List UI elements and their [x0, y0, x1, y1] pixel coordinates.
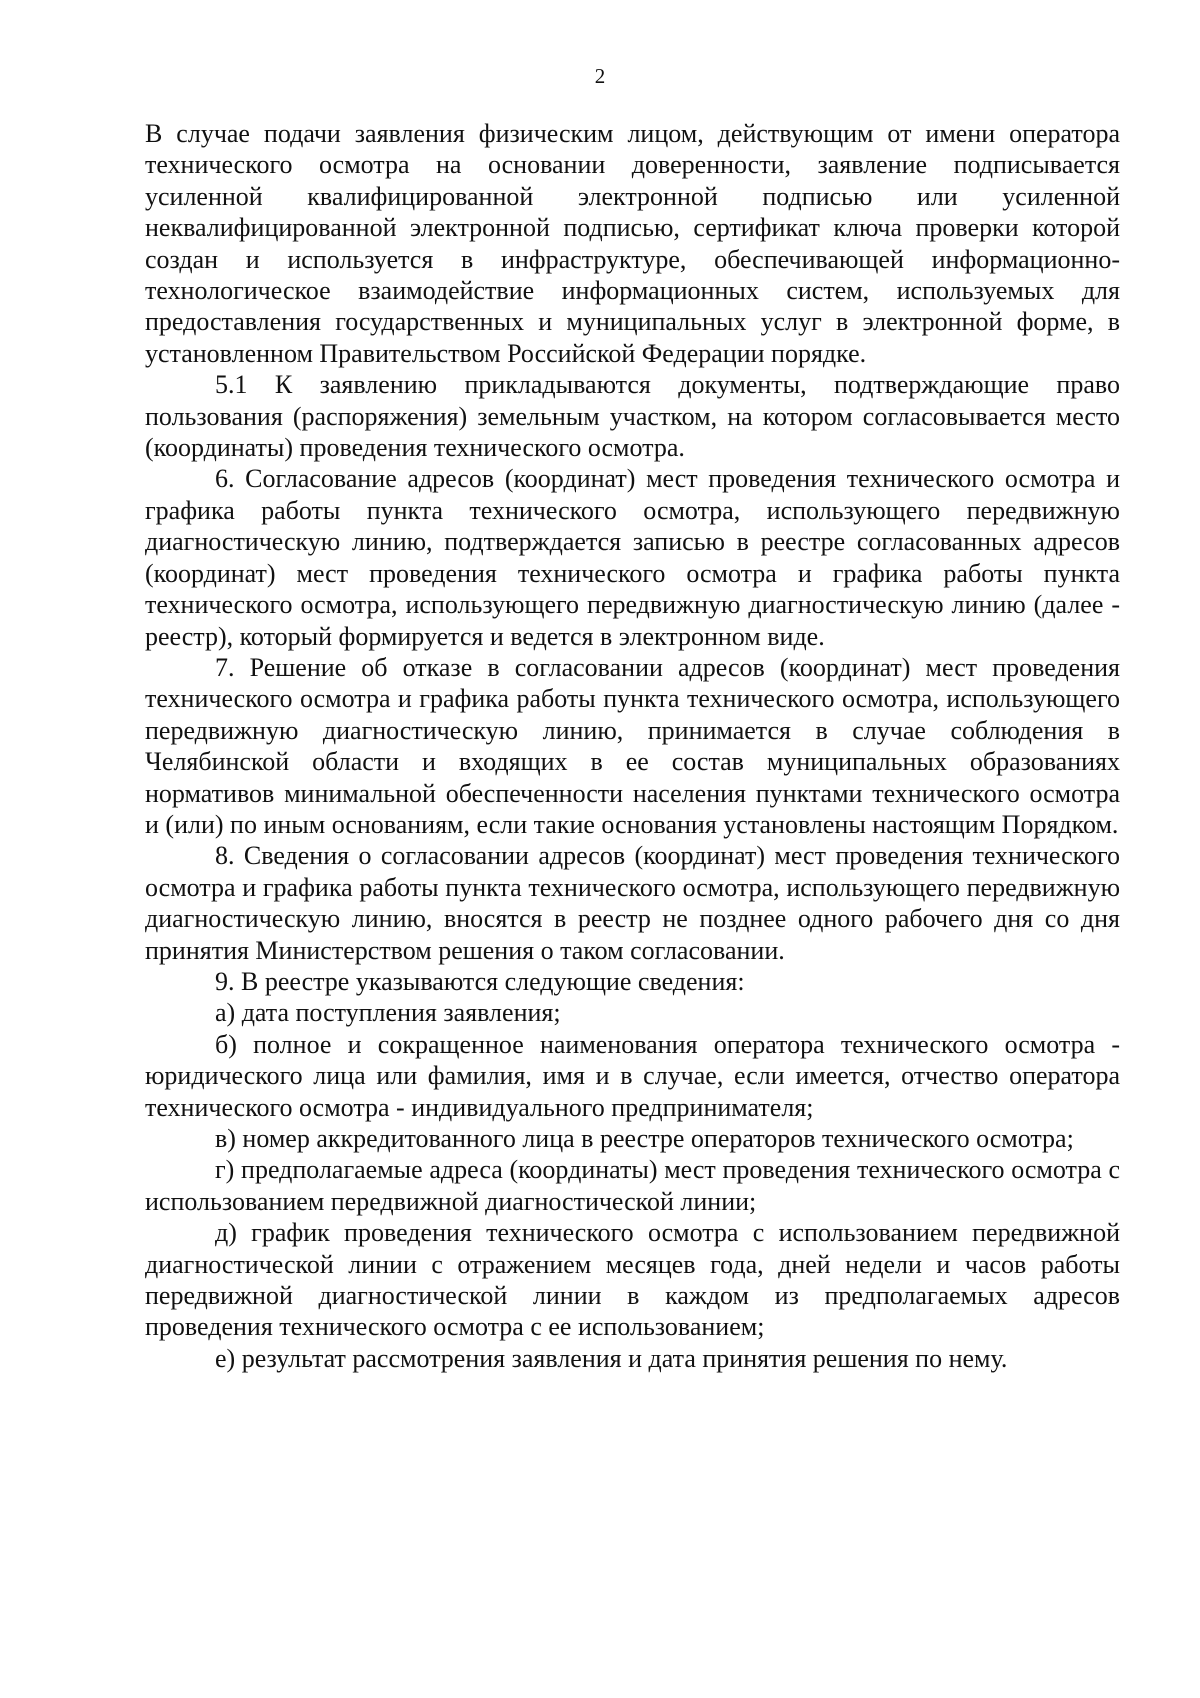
list-item-9-b: б) полное и сокращенное наименования оператора технического осмотра - юридического лица или фамилия, имя и в случае, если имеется, отчество оператора технического осмотра - индивидуального предпринимателя;: [145, 1029, 1120, 1122]
paragraph-6: 6. Согласование адресов (координат) мест проведения технического осмотра и графика работы пункта технического осмотра, использующего передвижную диагностическую линию, подтверждается записью в реестре согласованных адресов (координат) мест проведения технического осмотра и графика работы пункта технического осмотра, использующего передвижную диагностическую линию (далее - реестр), который формируется и ведется в электронном виде.: [145, 464, 1120, 651]
document-body: [145, 118, 1120, 1374]
paragraph-8: 8. Сведения о согласовании адресов (координат) мест проведения технического осмотра и графика работы пункта технического осмотра, использующего передвижную диагностическую линию, вносятся в реестр не позднее одного рабочего дня со дня принятия Министерством решения о таком согласовании.: [145, 841, 1120, 965]
paragraph-7: 7. Решение об отказе в согласовании адресов (координат) мест проведения технического осмотра и графика работы пункта технического осмотра, использующего передвижную диагностическую линию, принимается в случае соблюдения в Челябинской области и входящих в ее состав муниципальных образованиях нормативов минимальной обеспеченности населения пунктами технического осмотра и (или) по иным основаниям, если такие основания установлены настоящим Порядком.: [145, 652, 1120, 839]
page-number: 2: [594, 64, 606, 88]
list-item-9-v: в) номер аккредитованного лица в реестре операторов технического осмотра;: [215, 1124, 1074, 1153]
paragraph-5-1: 5.1 К заявлению прикладываются документы, подтверждающие право пользования (распоряжения) земельным участком, на котором согласовывается место (координаты) проведения технического осмотра.: [145, 370, 1120, 463]
paragraph-intro-signature: В случае подачи заявления физическим лицом, действующим от имени оператора технического осмотра на основании доверенности, заявление подписывается усиленной квалифицированной электронной подписью или усиленной неквалифицированной электронной подписью, сертификат ключа проверки которой создан и используется в инфраструктуре, обеспечивающей информационно-технологическое взаимодействие информационных систем, используемых для предоставления государственных и муниципальных услуг в электронной форме, в установленном Правительством Российской Федерации порядке.: [145, 119, 1120, 368]
list-item-9-g: г) предполагаемые адреса (координаты) мест проведения технического осмотра с использованием передвижной диагностической линии;: [145, 1155, 1120, 1216]
paragraph-9: 9. В реестре указываются следующие сведения:: [215, 966, 745, 996]
list-item-9-e: е) результат рассмотрения заявления и дата принятия решения по нему.: [215, 1343, 1008, 1373]
list-item-9-a: а) дата поступления заявления;: [215, 998, 561, 1028]
list-item-9-d: д) график проведения технического осмотра с использованием передвижной диагностической линии с отражением месяцев года, дней недели и часов работы передвижной диагностической линии в каждом из предполагаемых адресов проведения технического осмотра с ее использованием;: [145, 1218, 1120, 1342]
